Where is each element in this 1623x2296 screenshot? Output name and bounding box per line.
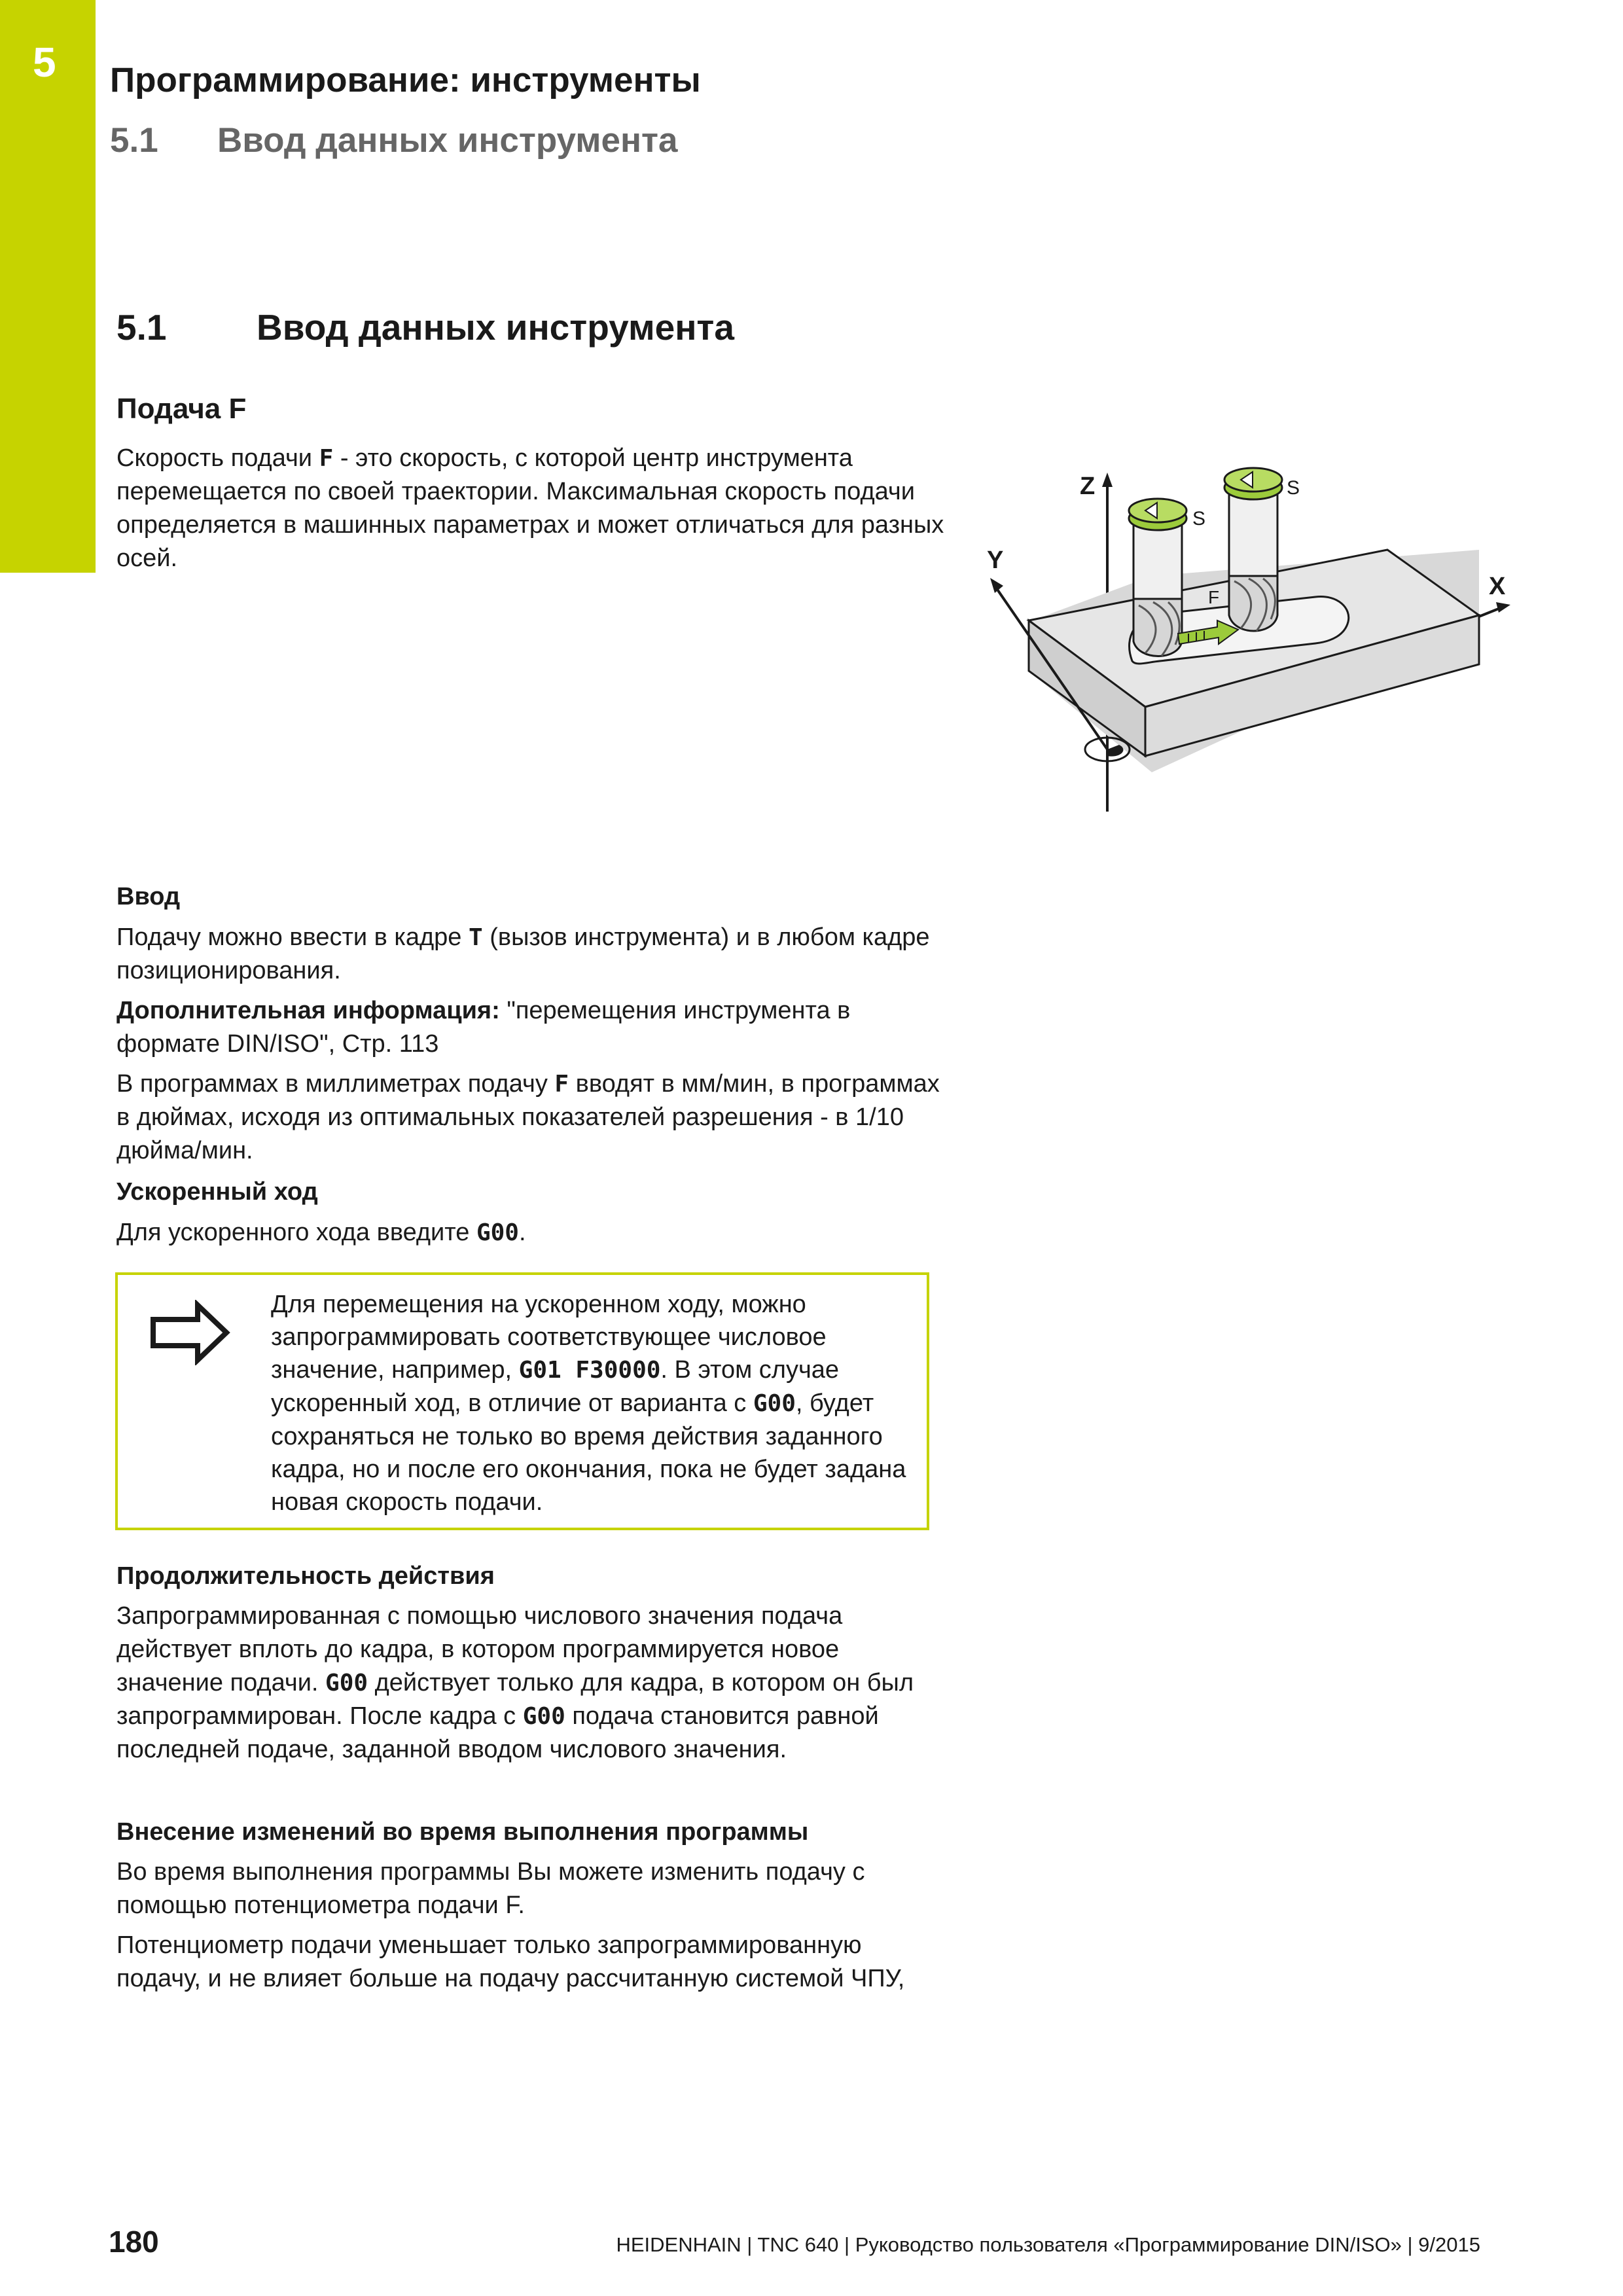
input-paragraph-3 xyxy=(116,1067,948,1168)
additional-info-label: Дополнительная информация: xyxy=(116,997,500,1024)
section-heading xyxy=(116,306,734,348)
section-number: 5.1 xyxy=(116,307,167,348)
rapid-text-2: . xyxy=(518,1219,526,1246)
footer-text: HEIDENHAIN | TNC 640 | Руководство пользователя «Программирование DIN/ISO» | 9/2015 xyxy=(616,2233,1480,2256)
feed-label: F xyxy=(1208,587,1220,607)
input-paragraph-2 xyxy=(116,994,948,1061)
duration-paragraph xyxy=(116,1600,948,1767)
duration-code-2: G00 xyxy=(522,1703,565,1730)
rapid-heading: Ускоренный ход xyxy=(116,1178,318,1206)
additional-info-link: "перемещения инструмента в формате DIN/ISO", Стр. 113 xyxy=(116,997,851,1058)
changes-heading: Внесение изменений во время выполнения программы xyxy=(116,1818,809,1846)
section-title: Ввод данных инструмента xyxy=(257,307,734,348)
note-box xyxy=(115,1272,929,1530)
axis-x-label: X xyxy=(1489,573,1506,600)
input-p1-text-1: Подачу можно ввести в кадре xyxy=(116,924,469,951)
note-text-2: . В этом случае ускоренный ход, в отличие от варианта с xyxy=(271,1356,840,1417)
subsection-heading: Подача F xyxy=(116,393,247,425)
duration-text-3: подача становится равной последней подаче, заданной вводом числового значения. xyxy=(116,1702,879,1763)
input-p3-text-2: вводят в мм/мин, в программах в дюймах, исходя из оптимальных показателей разрешения - в 1/10 дюйма/мин. xyxy=(116,1070,940,1164)
running-header-title: Программирование: инструменты xyxy=(110,61,701,99)
changes-paragraph-2: Потенциометр подачи уменьшает только запрограммированную подачу, и не влияет больше на подачу рассчитанную системой ЧПУ, xyxy=(116,1931,905,1992)
x-axis-arrow xyxy=(1496,602,1510,613)
y-axis-arrow xyxy=(990,578,1003,593)
chapter-tab xyxy=(0,0,96,573)
z-axis-arrow xyxy=(1102,473,1113,487)
axis-z-label: Z xyxy=(1080,473,1096,500)
running-header-section-number: 5.1 xyxy=(110,121,158,160)
rapid-code: G00 xyxy=(476,1219,519,1246)
changes-paragraph-1: Во время выполнения программы Вы можете изменить подачу с помощью потенциометра подачи F. xyxy=(116,1858,865,1919)
spindle-label-2: S xyxy=(1287,477,1300,499)
rapid-text-1: Для ускоренного хода введите xyxy=(116,1219,476,1246)
input-paragraph-1 xyxy=(116,921,948,988)
tool-1-shank xyxy=(1133,520,1182,599)
rapid-paragraph xyxy=(116,1216,948,1249)
input-p3-code: F xyxy=(554,1071,569,1098)
running-header-section xyxy=(110,120,677,160)
running-header-section-title: Ввод данных инструмента xyxy=(217,121,678,160)
duration-text-1: Запрограммированная с помощью числового значения подача действует вплоть до кадра, в котором программируется новое значение подачи. xyxy=(116,1602,843,1696)
intro-text-2: - это скорость, с которой центр инструмента перемещается по своей траектории. Максимальная скорость подачи определяется в машинных параметрах и может отличаться для разных осей. xyxy=(116,444,944,572)
input-p1-code: T xyxy=(468,924,483,951)
intro-code: F xyxy=(319,445,334,472)
arrow-right-icon xyxy=(149,1300,232,1365)
duration-code-1: G00 xyxy=(325,1670,368,1696)
axis-y-label: Y xyxy=(987,547,1004,574)
note-text xyxy=(271,1288,919,1518)
note-text-3: , будет сохраняться не только во время действия заданного кадра, но и после его окончания, пока не будет задана новая скорость подачи. xyxy=(271,1390,906,1516)
feed-illustration xyxy=(982,445,1518,825)
page-number: 180 xyxy=(109,2225,159,2259)
spindle-label-1: S xyxy=(1192,508,1206,529)
note-text-1: Для перемещения на ускоренном ходу, можно запрограммировать соответствующее числовое значение, например, xyxy=(271,1291,827,1384)
input-p3-text-1: В программах в миллиметрах подачу xyxy=(116,1070,555,1098)
chapter-number: 5 xyxy=(33,39,56,86)
origin-fill xyxy=(1107,745,1123,757)
intro-text-1: Скорость подачи xyxy=(116,444,319,472)
intro-paragraph xyxy=(116,442,954,575)
duration-heading: Продолжительность действия xyxy=(116,1562,495,1590)
note-code-2: G00 xyxy=(753,1390,796,1417)
input-p1-text-2: (вызов инструмента) и в любом кадре позиционирования. xyxy=(116,924,930,984)
duration-text-2: действует только для кадра, в котором он был запрограммирован. После кадра с xyxy=(116,1669,914,1730)
input-heading: Ввод xyxy=(116,883,181,910)
note-code-1: G01 F30000 xyxy=(518,1357,661,1384)
